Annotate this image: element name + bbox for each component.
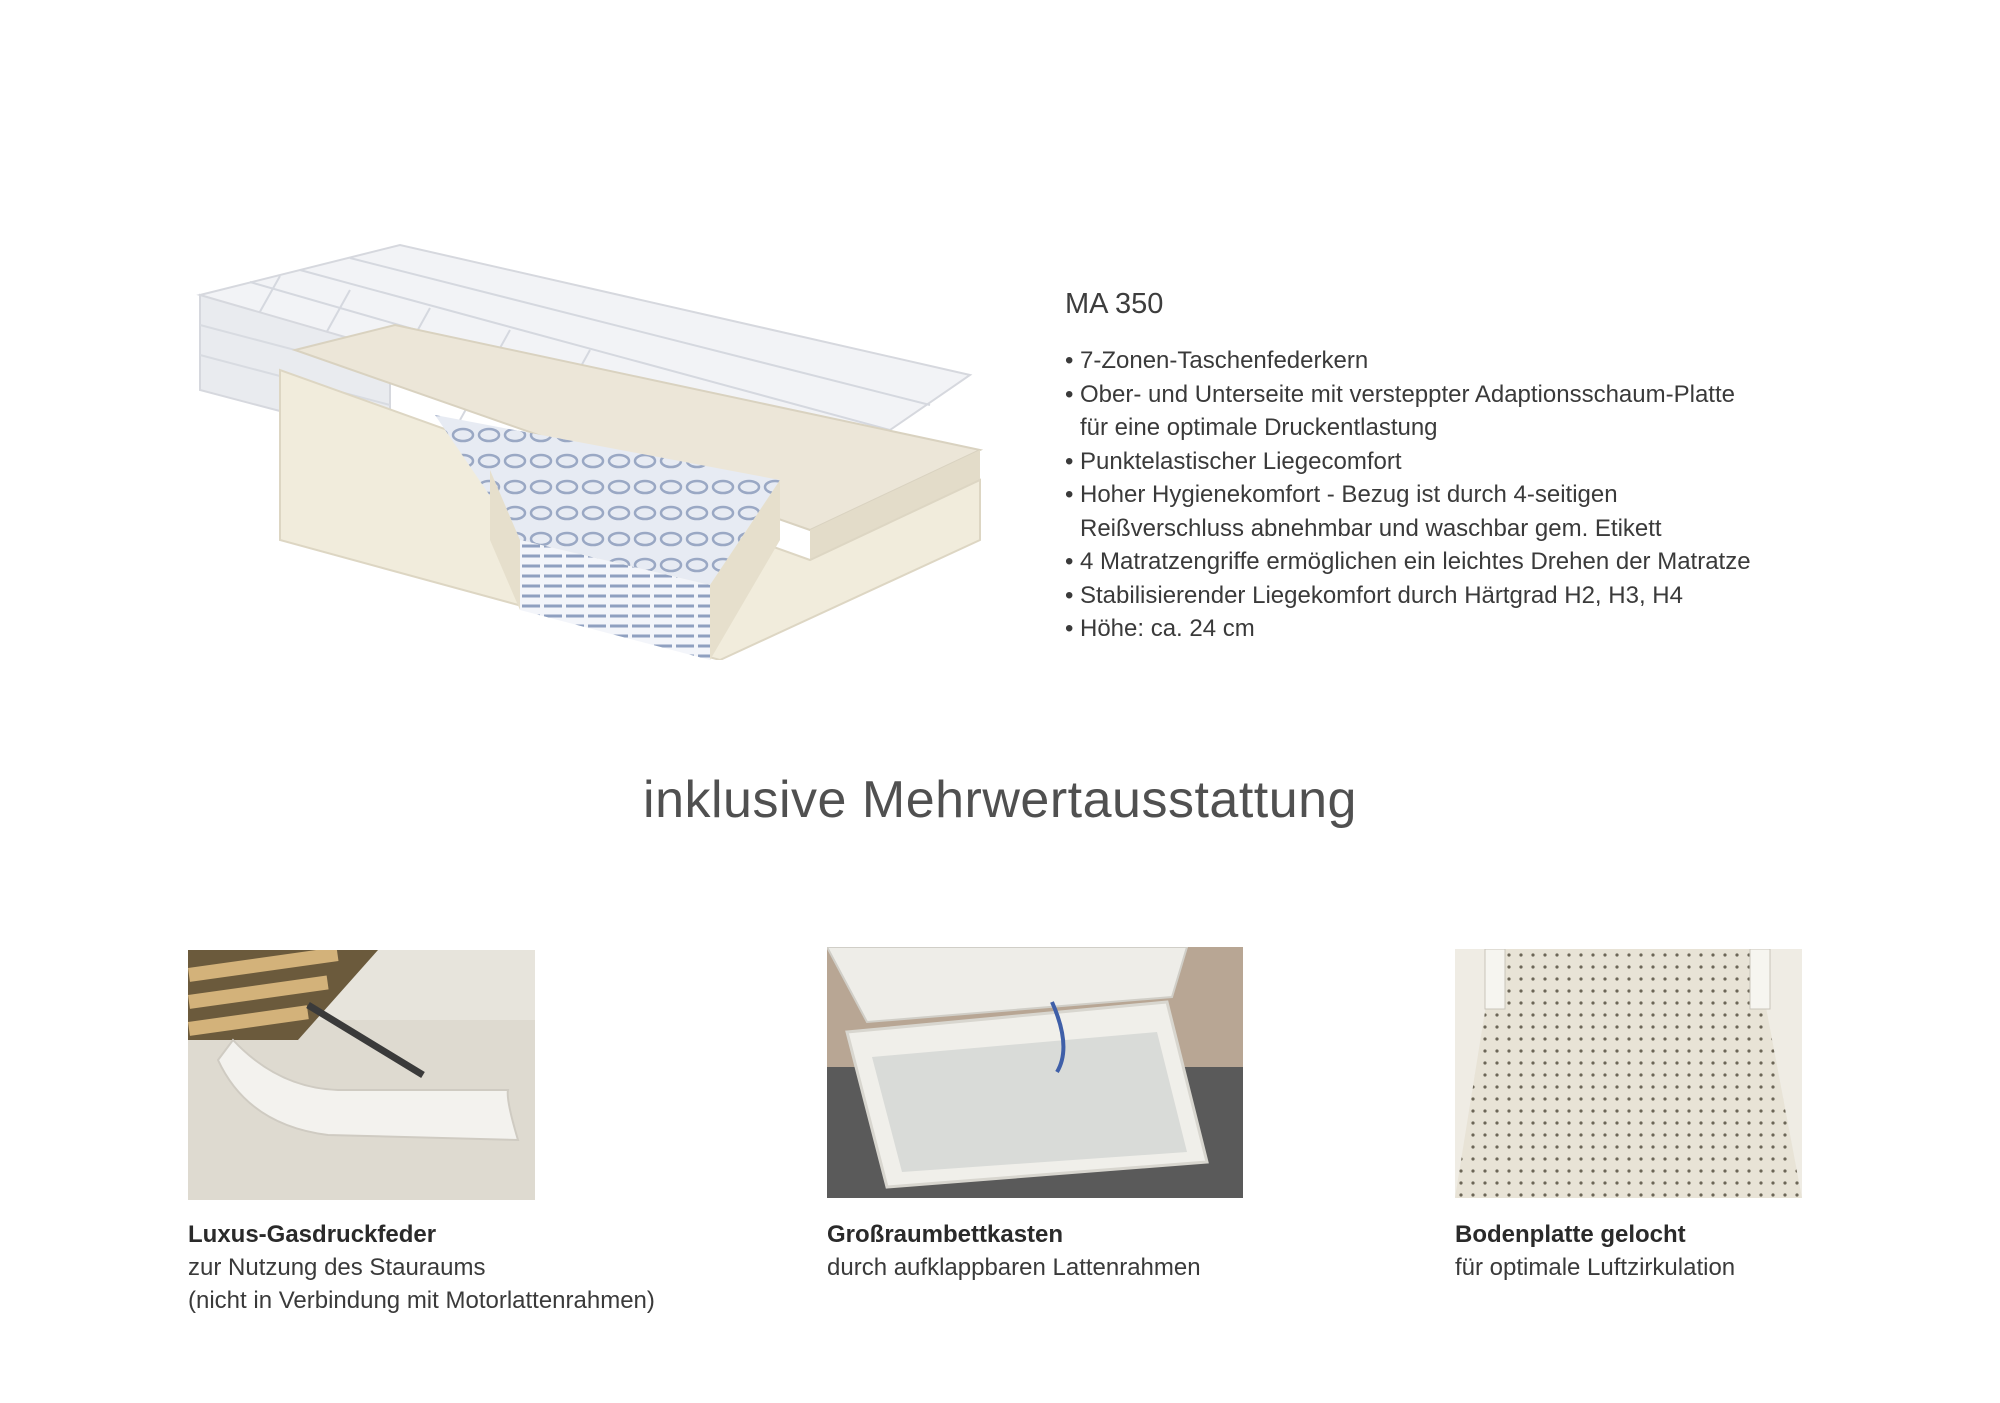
card-line: durch aufklappbaren Lattenrahmen bbox=[827, 1254, 1201, 1281]
card-line: (nicht in Verbindung mit Motorlattenrahmen) bbox=[188, 1287, 655, 1314]
card-line: zur Nutzung des Stauraums bbox=[188, 1254, 486, 1281]
gas-spring-image bbox=[188, 950, 535, 1200]
feature-item: • Höhe: ca. 24 cm bbox=[1065, 612, 1945, 646]
feature-item: • Ober- und Unterseite mit versteppter Adaptionsschaum-Platte für eine optimale Druckentlastung bbox=[1065, 378, 1945, 445]
mattress-image bbox=[190, 240, 990, 660]
section-title: inklusive Mehrwertausstattung bbox=[643, 771, 1357, 829]
feature-item: • Hoher Hygienekomfort - Bezug ist durch 4-seitigen Reißverschluss abnehmbar und waschbar gem. Etikett bbox=[1065, 478, 1945, 545]
card-line: für optimale Luftzirkulation bbox=[1455, 1254, 1736, 1281]
feature-item: • 7-Zonen-Taschenfederkern bbox=[1065, 344, 1945, 378]
product-title: MA 350 bbox=[1065, 288, 1164, 320]
card-title: Großraumbettkasten bbox=[827, 1221, 1064, 1248]
card-gas-spring-text bbox=[188, 1218, 748, 1317]
card-perforated-base-text bbox=[1455, 1218, 1955, 1284]
feature-list bbox=[1065, 344, 1945, 646]
feature-item: • Stabilisierender Liegekomfort durch Härtgrad H2, H3, H4 bbox=[1065, 579, 1945, 613]
card-title: Bodenplatte gelocht bbox=[1455, 1221, 1686, 1248]
feature-item: • Punktelastischer Liegecomfort bbox=[1065, 445, 1945, 479]
card-title: Luxus-Gasdruckfeder bbox=[188, 1221, 437, 1248]
storage-box-image bbox=[827, 947, 1243, 1198]
card-storage-box-text bbox=[827, 1218, 1327, 1284]
perforated-base-image bbox=[1455, 949, 1802, 1198]
feature-item: • 4 Matratzengriffe ermöglichen ein leichtes Drehen der Matratze bbox=[1065, 545, 1945, 579]
